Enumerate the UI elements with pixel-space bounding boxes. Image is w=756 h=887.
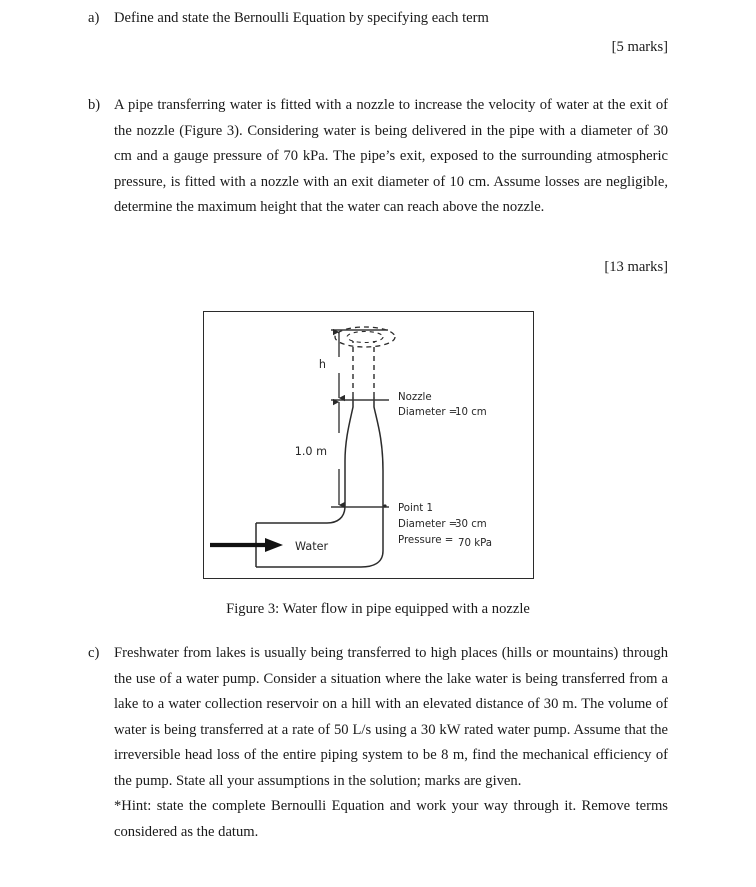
point1-diameter-value: 30 cm bbox=[455, 519, 487, 530]
figure-3-caption: Figure 3: Water flow in pipe equipped with a nozzle bbox=[226, 601, 530, 617]
question-c-hint: *Hint: state the complete Bernoulli Equation and work your way through it. Remove terms considered as the datum. bbox=[114, 798, 668, 840]
question-a-marks: [5 marks] bbox=[611, 39, 668, 55]
point1-marker-dot bbox=[383, 504, 386, 507]
figure-3 bbox=[203, 311, 534, 579]
question-a-label: a) bbox=[88, 10, 100, 26]
question-a-text: Define and state the Bernoulli Equation by specifying each term bbox=[114, 10, 489, 26]
point1-title: Point 1 bbox=[398, 503, 434, 514]
question-c-text: Freshwater from lakes is usually being transferred to high places (hills or mountains) through the use of a water pump. Consider a situation where the lake water is being transferred from a lake to a water collection reservoir on a hill with an elevated distance of 30 m. The volume of water is being transferred at a rate of 50 L/s using a 30 kW rated water pump. Assume that the irreversible head loss of the entire piping system to be 8 m, find the mechanical efficiency of the pump. State all your assumptions in the solution; marks are given. *Hint: state the complete Bernoulli Equation and work your way through it. Remove terms considered as the datum. bbox=[114, 641, 668, 845]
question-c-label: c) bbox=[88, 645, 100, 661]
figure-height-label: h bbox=[318, 358, 326, 371]
point1-diameter-label: Diameter = bbox=[398, 519, 458, 530]
pipe-elbow-inner bbox=[256, 506, 345, 523]
nozzle-right-wall bbox=[374, 397, 383, 551]
question-b-label: b) bbox=[88, 97, 101, 113]
figure-3-diagram bbox=[203, 311, 534, 579]
point1-pressure-value: 70 kPa bbox=[458, 538, 493, 549]
question-c bbox=[88, 641, 668, 845]
question-b bbox=[88, 93, 668, 221]
nozzle-diameter-label: Diameter = bbox=[398, 407, 458, 418]
question-b-marks: [13 marks] bbox=[604, 259, 668, 275]
nozzle-title: Nozzle bbox=[398, 392, 432, 403]
flow-arrow-head bbox=[265, 538, 283, 552]
water-spray-inner bbox=[347, 332, 383, 343]
nozzle-diameter-value: 10 cm bbox=[455, 407, 487, 418]
pipe-elbow-outer bbox=[256, 551, 383, 567]
figure-elevation-label: 1.0 m bbox=[294, 445, 327, 458]
question-a bbox=[88, 6, 668, 32]
question-b-text: A pipe transferring water is fitted with a nozzle to increase the velocity of water at the exit of the nozzle (Figure 3). Considering water is being delivered in the pipe with a diameter of 30 cm and a gauge pressure of 70 kPa. The pipe’s exit, exposed to the surrounding atmospheric pressure, is fitted with a nozzle with an exit diameter of 10 cm. Assume losses are negligible, determine the maximum height that the water can reach above the nozzle. bbox=[114, 97, 668, 215]
nozzle-left-wall bbox=[345, 397, 353, 506]
point1-pressure-label: Pressure = bbox=[398, 535, 454, 546]
figure-flow-label: Water bbox=[295, 540, 329, 553]
